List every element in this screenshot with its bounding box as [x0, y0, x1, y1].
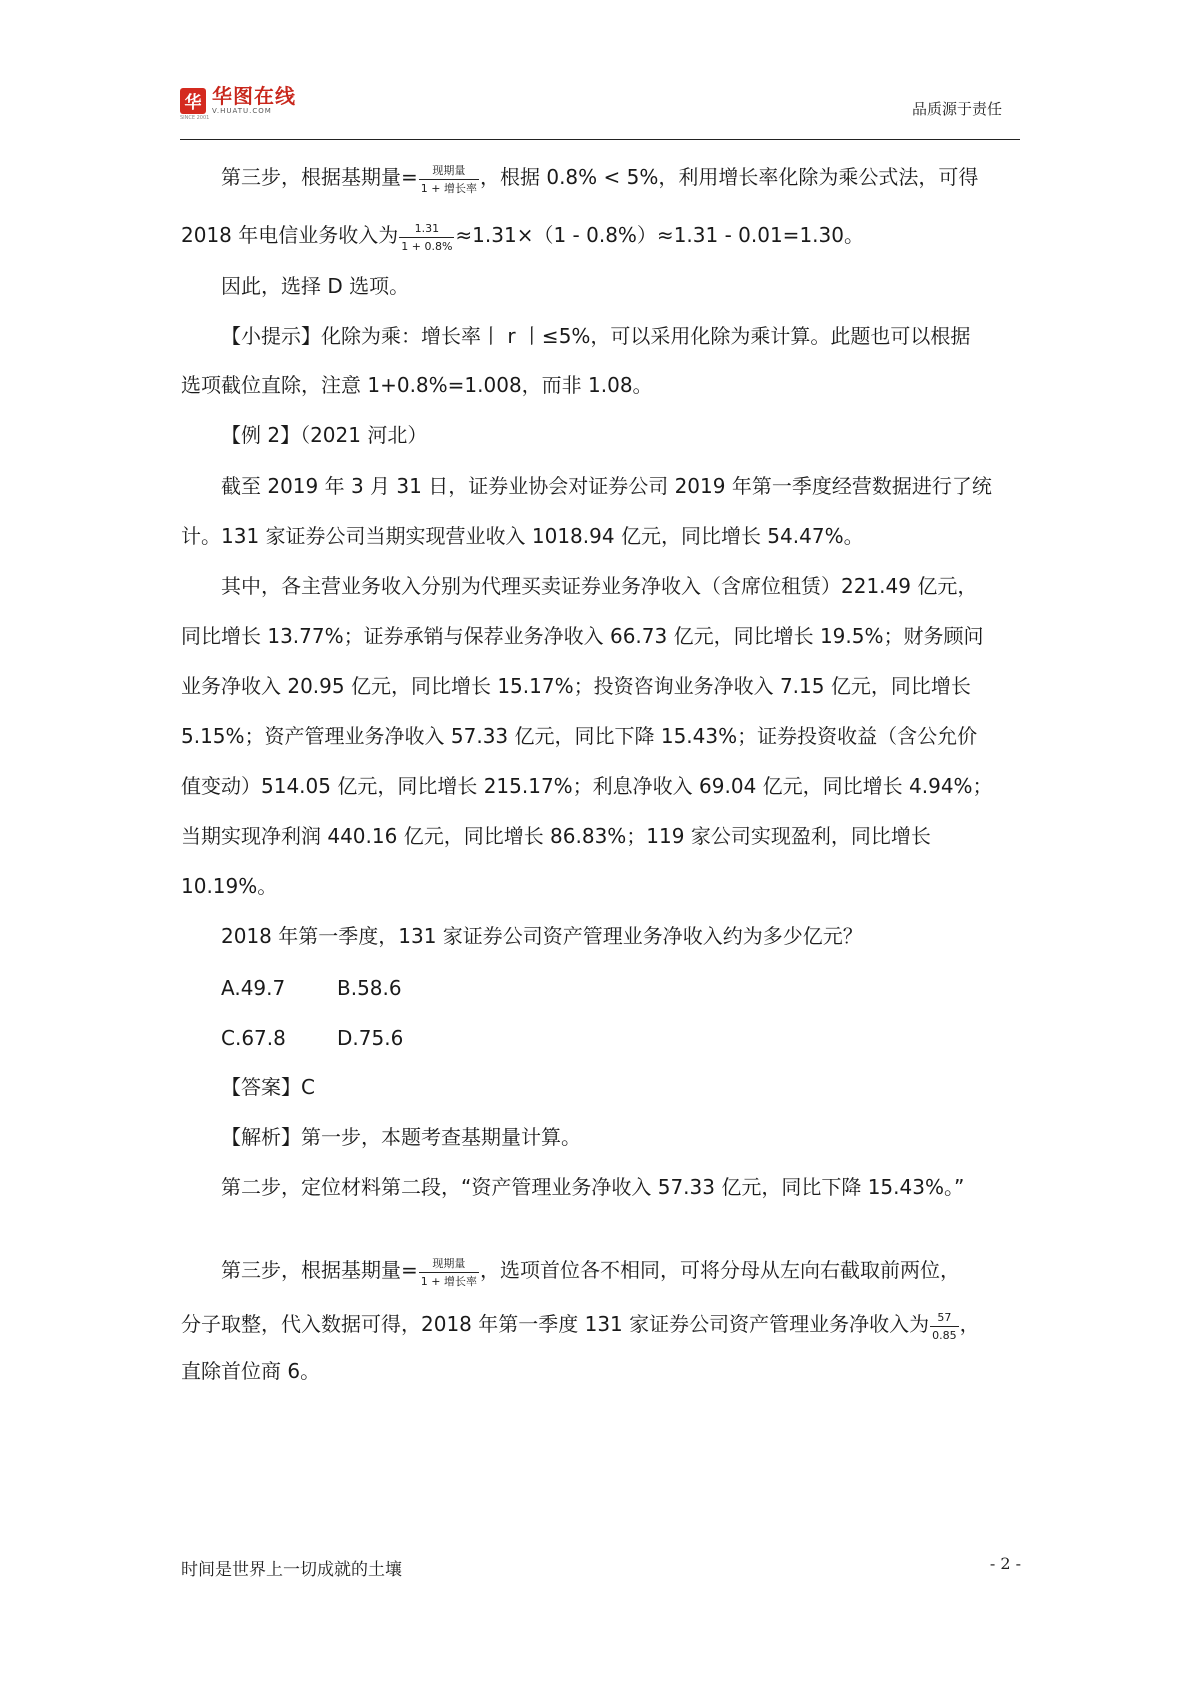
material-line: 值变动）514.05 亿元，同比增长 215.17%；利息净收入 69.04 亿元，同比增长 4.94%；: [181, 774, 993, 798]
material-line: 同比增长 13.77%；证券承销与保荐业务净收入 66.73 亿元，同比增长 19.5%；财务顾问: [181, 624, 984, 648]
option-c: C.67.8: [221, 1026, 286, 1050]
material-line: 其中，各主营业务收入分别为代理买卖证券业务净收入（含席位租赁）221.49 亿元，: [221, 574, 978, 598]
analysis-step2: 第二步，定位材料第二段，“资产管理业务净收入 57.33 亿元，同比下降 15.43%。”: [221, 1175, 965, 1199]
analysis-step3-end: 直除首位商 6。: [181, 1359, 321, 1383]
page-number: - 2 -: [989, 1554, 1021, 1573]
material-line: 10.19%。: [181, 874, 278, 898]
analysis-step1: 【解析】第一步，本题考查基期量计算。: [221, 1125, 581, 1149]
header-slogan: 品质源于责任: [911, 100, 1002, 118]
footer-motto: 时间是世界上一切成就的土壤: [181, 1560, 402, 1580]
analysis-step3-cont: 分子取整，代入数据可得，2018 年第一季度 131 家证券公司资产管理业务净收入为 $\frac{57}{0.85}$ ，: [181, 1311, 980, 1342]
page-header: [180, 78, 1020, 140]
material-line: 当期实现净利润 440.16 亿元，同比增长 86.83%；119 家公司实现盈利，同比增长: [181, 824, 931, 848]
value-fraction: $\frac{57}{0.85}$: [932, 1311, 957, 1342]
step3-formula-line: 第三步，根据基期量= $\frac{\text{现期量}}{\text{1 + 增长率}}$ ，根据 0.8% < 5%，利用增长率化除为乘公式法，可得: [221, 164, 979, 195]
option-a: A.49.7: [221, 976, 286, 1000]
option-b: B.58.6: [337, 976, 402, 1000]
logo-url: V.HUATU.COM: [212, 107, 272, 115]
value-fraction: $\frac{1.31}{1 + 0.8\%}$: [401, 222, 453, 253]
header-divider: [180, 139, 1020, 140]
example-heading: 【例 2】（2021 河北）: [221, 423, 428, 447]
option-d: D.75.6: [337, 1026, 404, 1050]
formula-fraction: $\frac{\text{现期量}}{\text{1 + 增长率}}$: [420, 164, 477, 195]
conclusion-line: 因此，选择 D 选项。: [221, 274, 410, 298]
material-line: 业务净收入 20.95 亿元，同比增长 15.17%；投资咨询业务净收入 7.15 亿元，同比增长: [181, 674, 971, 698]
huatu-logo: [180, 84, 296, 121]
material-line: 计。131 家证券公司当期实现营业收入 1018.94 亿元，同比增长 54.47%。: [181, 524, 864, 548]
logo-mark-icon: 华: [180, 88, 206, 114]
analysis-step3: 第三步，根据基期量= $\frac{\text{现期量}}{\text{1 + 增长率}}$ ，选项首位各不相同，可将分母从左向右截取前两位，: [221, 1257, 960, 1288]
answer-line: 【答案】C: [221, 1075, 315, 1099]
question-text: 2018 年第一季度，131 家证券公司资产管理业务净收入约为多少亿元？: [221, 924, 863, 948]
material-line: 5.15%；资产管理业务净收入 57.33 亿元，同比下降 15.43%；证券投资收益（含公允价: [181, 724, 978, 748]
logo-name: 华图在线: [212, 84, 296, 108]
logo-since: SINCE 2001: [180, 115, 210, 121]
tip-line-cont: 选项截位直除，注意 1+0.8%=1.008，而非 1.08。: [181, 373, 653, 397]
material-line: 截至 2019 年 3 月 31 日，证券业协会对证券公司 2019 年第一季度经营数据进行了统: [221, 474, 992, 498]
tip-line: 【小提示】化除为乘：增长率丨 r 丨≤5%，可以采用化除为乘计算。此题也可以根据: [221, 324, 971, 348]
formula-fraction: $\frac{\text{现期量}}{\text{1 + 增长率}}$: [420, 1257, 477, 1288]
step3-result-line: 2018 年电信业务收入为 $\frac{1.31}{1 + 0.8\%}$ ≈1.31×（1 - 0.8%）≈1.31 - 0.01=1.30。: [181, 222, 864, 253]
